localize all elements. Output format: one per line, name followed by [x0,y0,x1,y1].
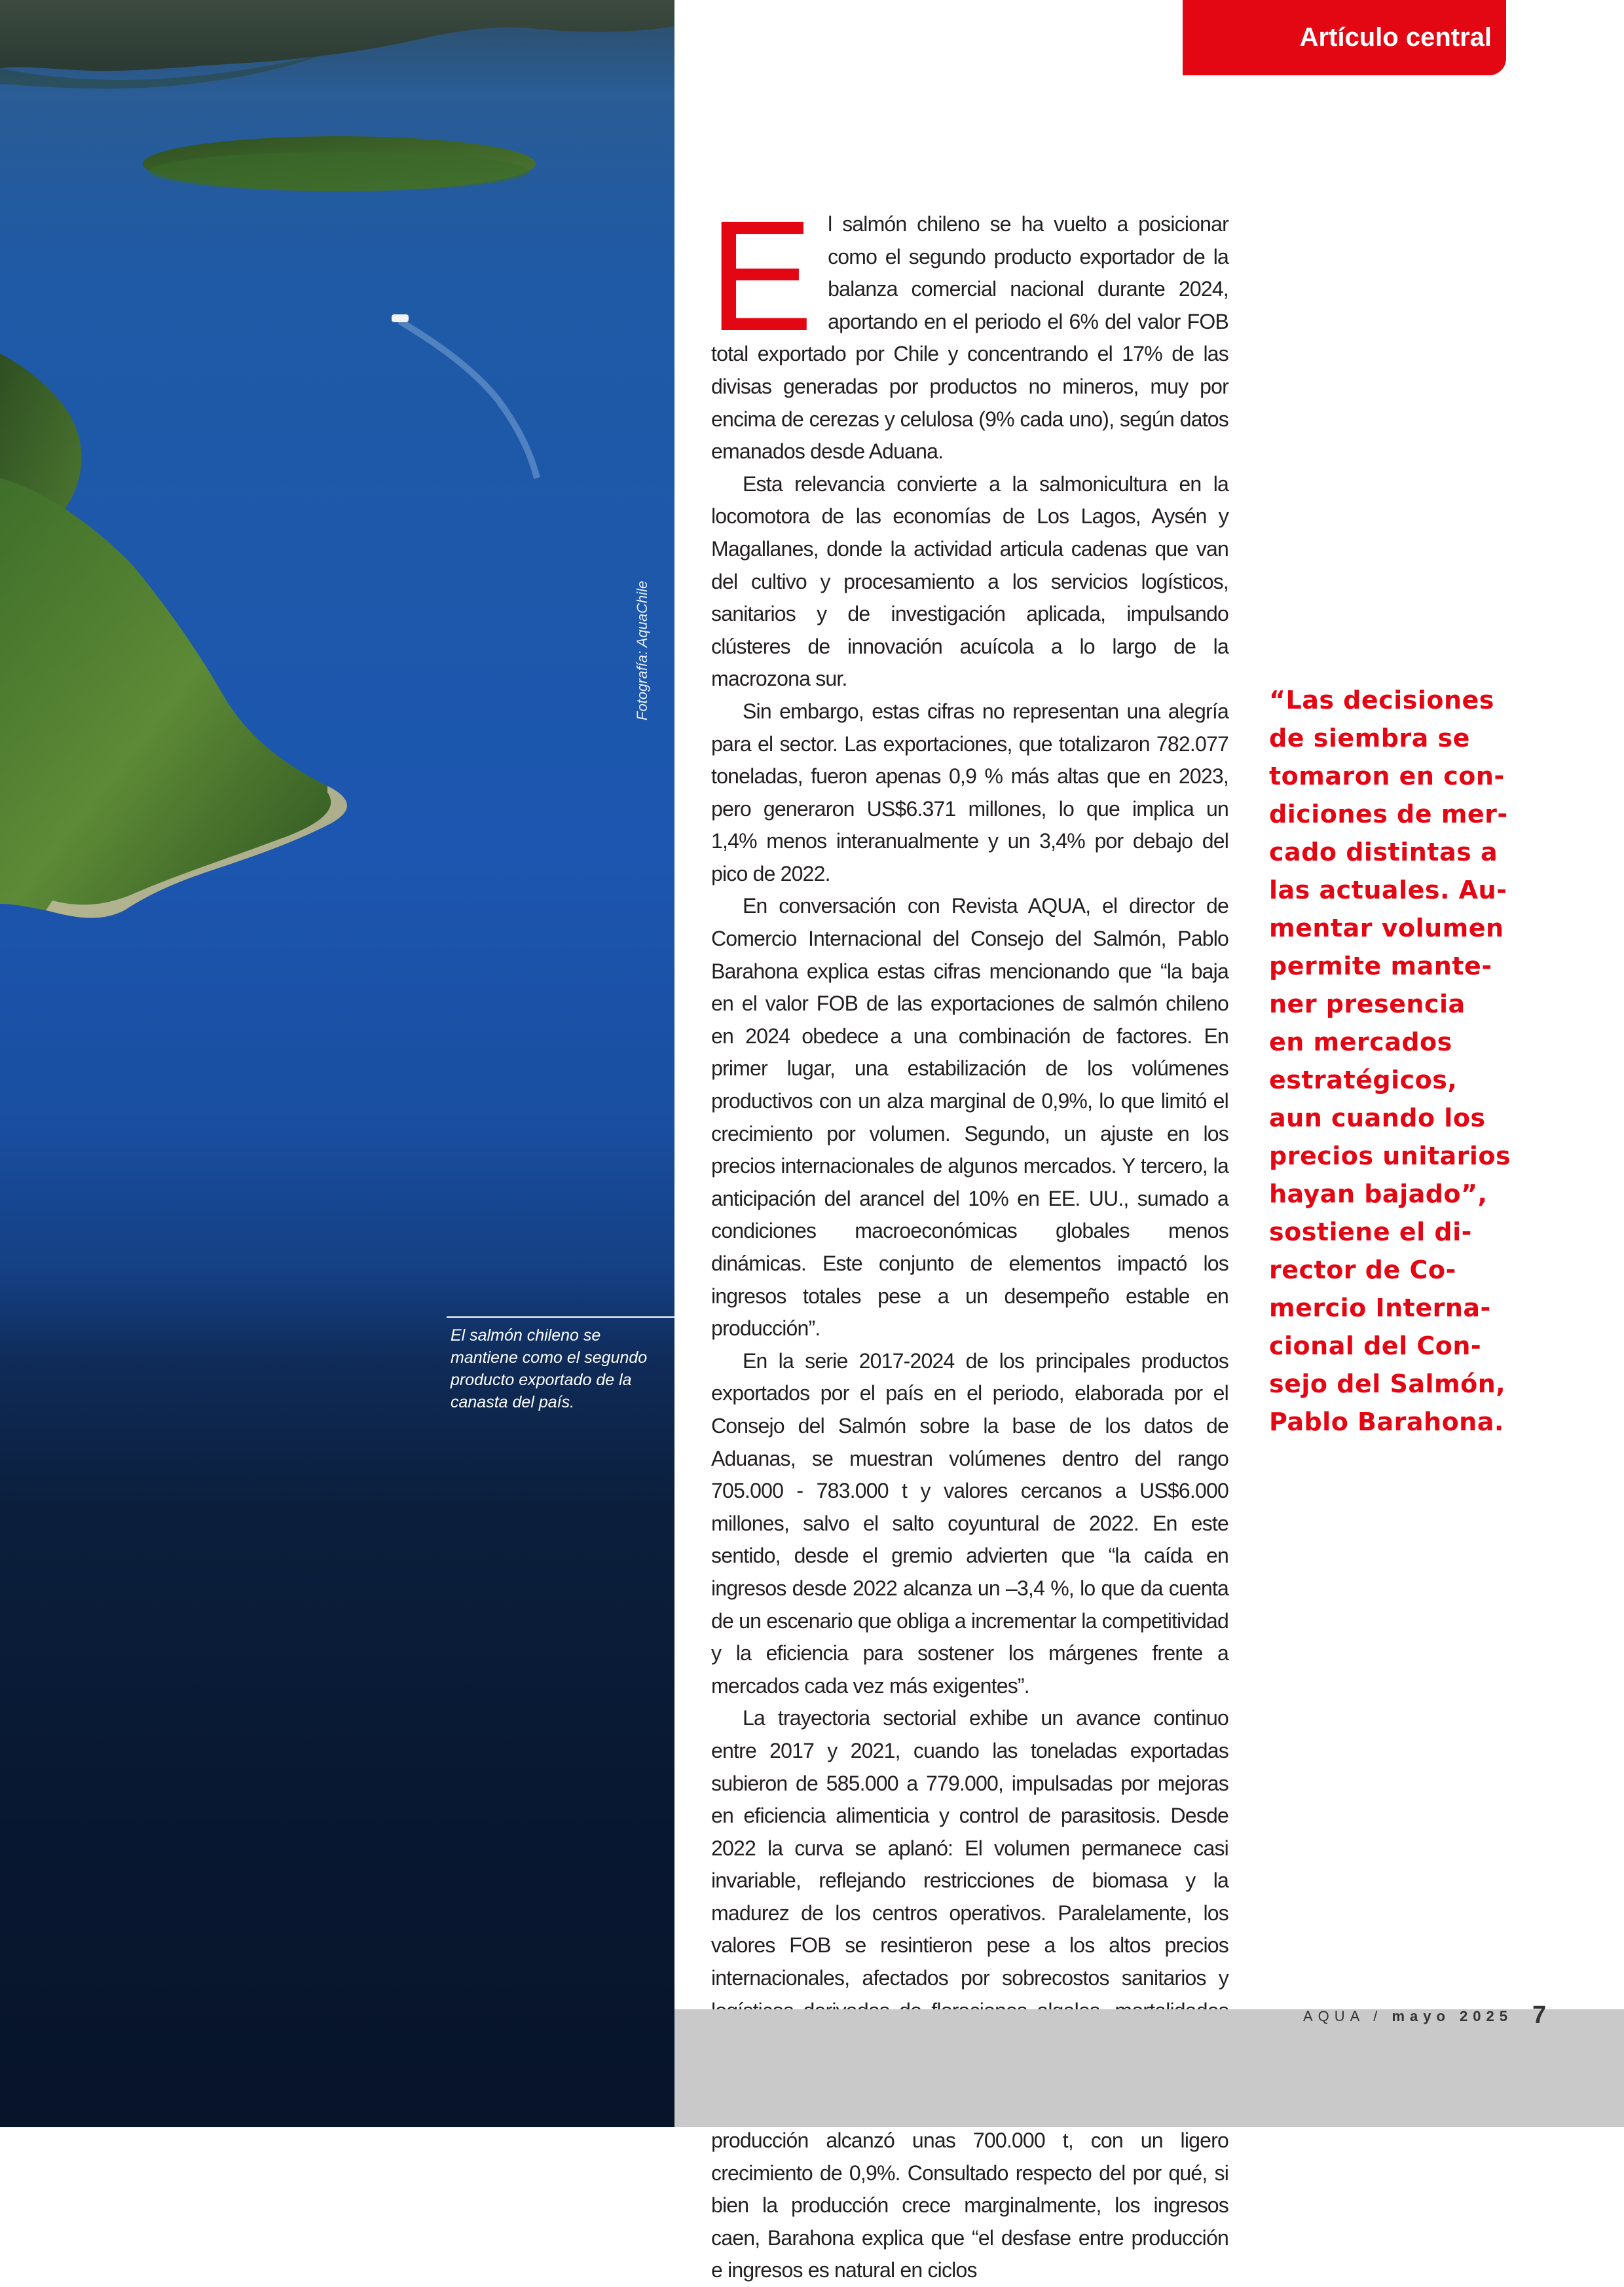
photo-illustration [0,0,674,2127]
footer-separator: / [1373,2008,1383,2024]
article-paragraph: En conversación con Revista AQUA, el director de Comercio Internacional del Consejo del Salmón, Pablo Barahona explica estas cifras mencionando que “la baja en el valor FOB de las exportaciones de salmón chileno en 2024 obedece a una combinación de factores. En primer lugar, una estabilización de los volúmenes productivos con un alza marginal de 0,9%, lo que limitó el crecimiento por volumen. Segundo, un ajuste en los precios internacionales de algunos mercados. Y tercero, la anticipación del arancel del 10% en EE. UU., sumado a condiciones macroeconómicas globales menos dinámicas. Este conjunto de elementos impactó los ingresos totales pese a un desempeño estable en producción”. [711,894,1228,1341]
section-label: Artículo central [1299,23,1492,52]
article-paragraph: Esta relevancia convierte a la salmonicultura en la locomotora de las economías de Los Lagos, Aysén y Magallanes, donde la actividad articula cadenas que van del cultivo y procesamiento a los servicios logísticos, sanitarios y de investigación aplicada, impulsando clústeres de innovación acuícola a lo largo de la macrozona sur. [711,472,1228,691]
magazine-name: AQUA [1302,2008,1365,2024]
article-paragraph: Sin embargo, estas cifras no representan una alegría para el sector. Las exportaciones, que totalizaron 782.077 toneladas, fueron apenas 0,9 % más altas que en 2023, pero generaron US$6.371 millones, lo que implica un 1,4% menos interanualmente y un 3,4% por debajo del pico de 2022. [711,699,1228,885]
aerial-photo [0,0,674,2127]
paragraph-text: l salmón chileno se ha vuelto a posicionar como el segundo producto exportador de la balanza comercial nacional durante 2024, aportando en el periodo el 6% del valor FOB total exportado por Chile y concentrando el 17% de las divisas generadas por productos no mineros, muy por encima de cerezas y celulosa (9% cada uno), según datos emanados desde Aduana. [711,212,1228,464]
article-paragraph [709,188,1228,468]
photo-caption: El salmón chileno se mantiene como el segundo producto exportado de la canasta del país. [451,1326,648,1411]
small-island-shore [149,152,529,191]
footer-band [674,2009,1624,2127]
photo-credit: Fotografía: AquaChile [634,580,650,720]
caption-divider [447,1316,674,1318]
article-paragraph: producción alcanzó unas 700.000 t, con un ligero crecimiento de 0,9%. Consultado respecto del por qué, si bien la producción crece marginalmente, los ingresos caen, Barahona explica que “el desfase entre producción e ingresos es natural en ciclos [711,2129,1228,2282]
article-paragraph: La trayectoria sectorial exhibe un avance continuo entre 2017 y 2021, cuando las toneladas exportadas subieron de 585.000 a 779.000, impulsadas por mejoras en eficiencia alimenticia y control de parasitosis. Desde 2022 la curva se aplanó: El volumen permanece casi invariable, reflejando restricciones de biomasa y la madurez de los centros operativos. Paralelamente, los valores FOB se resintieron pese a los altos precios internacionales, afectados por sobrecostos sanitarios y [711,1706,1228,1990]
issue-date: mayo 2025 [1392,2008,1513,2024]
boat-wake [399,321,537,478]
section-tab [1183,0,1506,75]
footer-magazine [1270,2008,1513,2025]
distant-hills [0,0,674,71]
pull-quote: “Las decisiones de siembra se tomaron en con- diciones de mer- cado distintas a las actuales. Au- mentar volumen permite mante- ner presencia en mercados estratégicos, aun cuando los precios unitarios hayan bajado”, sostiene el di- rector de Co- mercio Interna- cional del Con- sejo del Salmón, Pablo Barahona. [1269,686,1511,1436]
main-island [0,478,347,918]
article-paragraph: En la serie 2017-2024 de los principales productos exportados por el país en el periodo, elaborada por el Consejo del Salmón sobre la base de los datos de Aduanas, se muestran volúmenes dentro del rango 705.000 - 783.000 t y valores cercanos a US$6.000 millones, salvo el salto coyuntural de 2022. En este sentido, desde el gremio advierten que “la caída en ingresos desde 2022 alcanza un –3,4 %, lo que da cuenta de un escenario que obliga a incrementar la competitividad y la eficiencia para sostener los márgenes frente a mercados cada vez más exigentes”. [711,1348,1228,1698]
article-body [709,188,1228,2287]
drop-cap: E [709,188,814,363]
page-number: 7 [1532,2001,1547,2029]
boat [392,314,409,322]
